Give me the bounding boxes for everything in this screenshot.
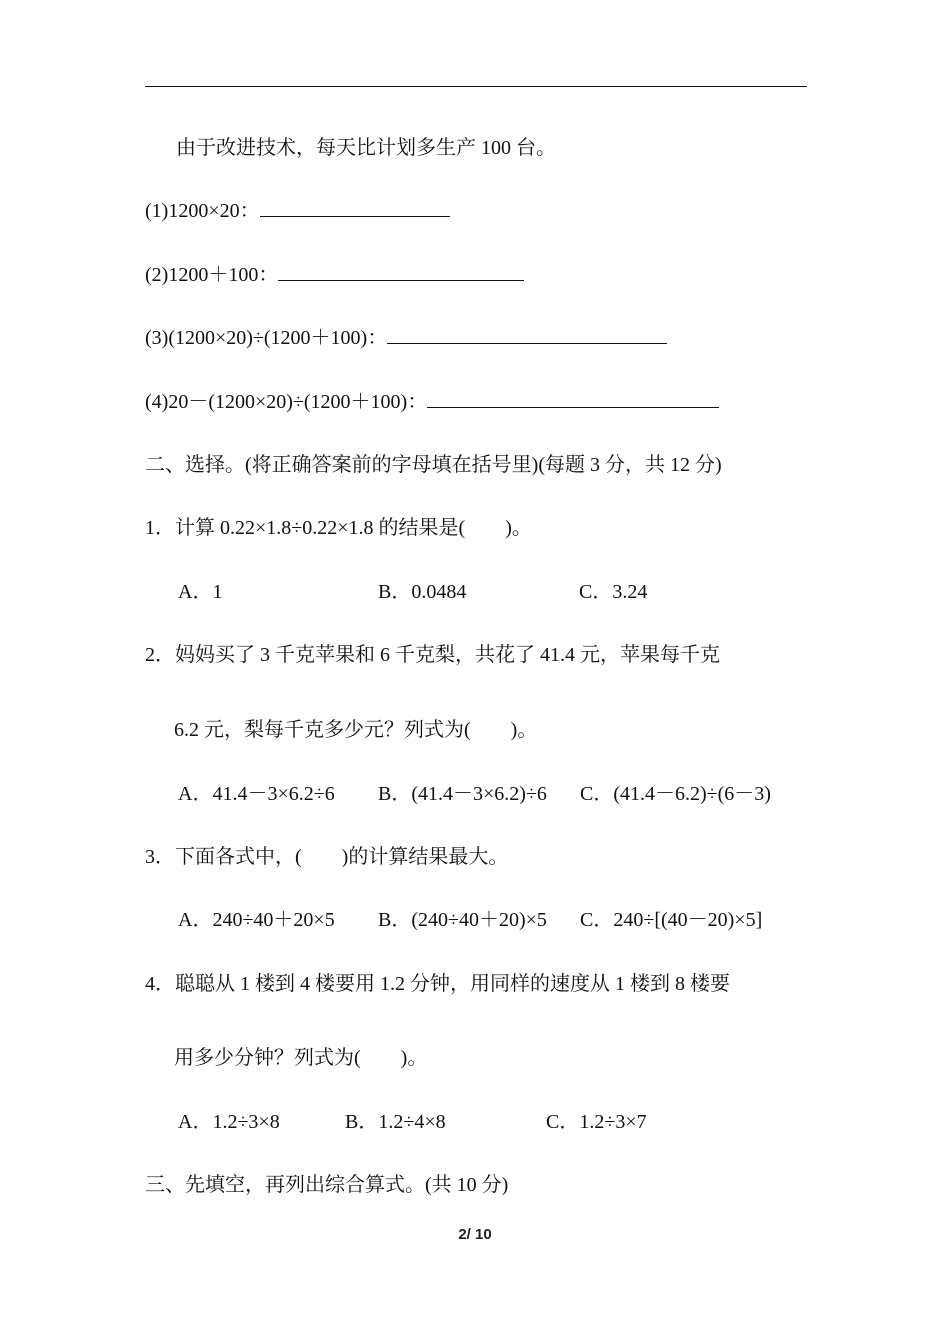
- answer-blank-1[interactable]: [260, 198, 450, 217]
- answer-blank-3[interactable]: [387, 325, 667, 344]
- section-3-heading: 三、先填空，再列出综合算式。(共 10 分): [145, 1174, 509, 1196]
- choice-4-option-b[interactable]: B．1.2÷4×8: [345, 1111, 446, 1133]
- choice-2-option-a[interactable]: A．41.4－3×6.2÷6: [178, 783, 335, 805]
- page-number: 2/ 10: [458, 1226, 492, 1243]
- choice-item-4-continued: 用多少分钟？列式为( )。: [174, 1047, 428, 1069]
- choice-4-option-c[interactable]: C．1.2÷3×7: [546, 1111, 647, 1133]
- choice-item-1: 1．计算 0.22×1.8÷0.22×1.8 的结果是( )。: [145, 517, 532, 539]
- choice-1-option-b[interactable]: B．0.0484: [378, 581, 467, 603]
- choice-3-option-a[interactable]: A．240÷40＋20×5: [178, 909, 335, 931]
- header-rule: [145, 86, 807, 87]
- choice-1-option-a[interactable]: A．1: [178, 581, 223, 603]
- choice-3-option-b[interactable]: B．(240÷40＋20)×5: [378, 909, 547, 931]
- fill-question-2: [145, 262, 524, 288]
- fill-question-4-text: (4)20－(1200×20)÷(1200＋100)：: [145, 391, 428, 413]
- choice-2-option-b[interactable]: B．(41.4－3×6.2)÷6: [378, 783, 547, 805]
- choice-1-option-c[interactable]: C．3.24: [579, 581, 648, 603]
- choice-item-3: 3．下面各式中，( )的计算结果最大。: [145, 846, 509, 868]
- fill-question-1-text: (1)1200×20：: [145, 200, 260, 222]
- fill-question-1: [145, 198, 450, 224]
- choice-item-2-continued: 6.2 元，梨每千克多少元？列式为( )。: [174, 719, 538, 741]
- choice-item-4: 4．聪聪从 1 楼到 4 楼要用 1.2 分钟，用同样的速度从 1 楼到 8 楼要: [145, 973, 730, 995]
- fill-question-4: [145, 389, 719, 415]
- answer-blank-2[interactable]: [278, 262, 524, 281]
- fill-question-3-text: (3)(1200×20)÷(1200＋100)：: [145, 327, 388, 349]
- choice-3-option-c[interactable]: C．240÷[(40－20)×5]: [580, 909, 763, 931]
- choice-item-2: 2．妈妈买了 3 千克苹果和 6 千克梨，共花了 41.4 元，苹果每千克: [145, 644, 720, 666]
- answer-blank-4[interactable]: [427, 389, 719, 408]
- fill-question-2-text: (2)1200＋100：: [145, 264, 279, 286]
- choice-4-option-a[interactable]: A．1.2÷3×8: [178, 1111, 280, 1133]
- choice-2-option-c[interactable]: C．(41.4－6.2)÷(6－3): [580, 783, 771, 805]
- fill-question-3: [145, 325, 667, 351]
- intro-text: 由于改进技术，每天比计划多生产 100 台。: [176, 137, 556, 159]
- section-2-heading: 二、选择。(将正确答案前的字母填在括号里)(每题 3 分，共 12 分): [145, 454, 722, 476]
